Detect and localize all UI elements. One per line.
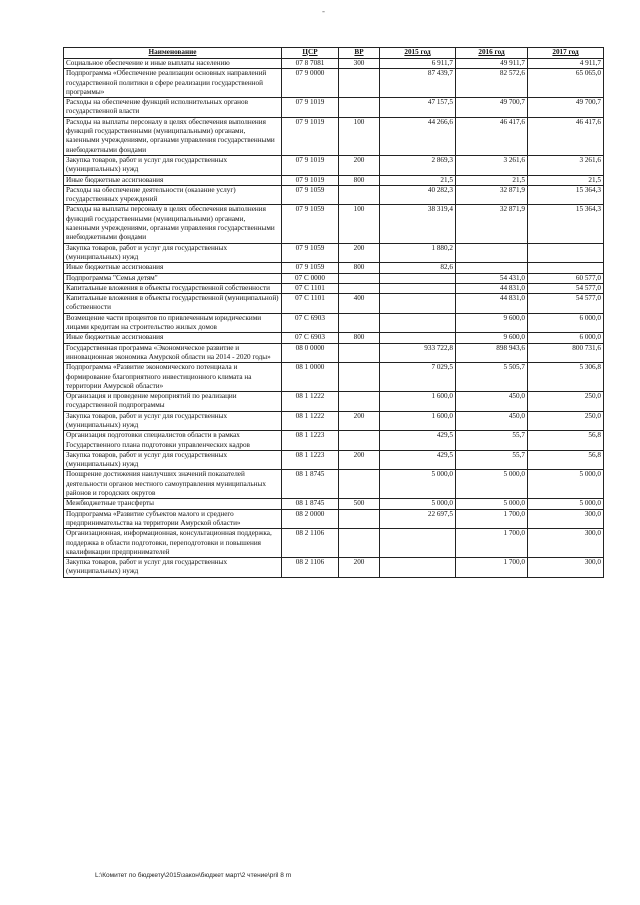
cell-name: Расходы на обеспечение деятельности (оказание услуг) государственных учреждений <box>64 185 282 205</box>
cell-name: Иные бюджетные ассигнования <box>64 175 282 185</box>
cell-vr <box>339 529 380 558</box>
cell-csr: 07 С 1101 <box>282 294 339 314</box>
cell-y2015: 44 266,6 <box>380 117 456 155</box>
cell-vr: 300 <box>339 59 380 69</box>
cell-y2016: 9 600,0 <box>456 313 528 333</box>
table-header-row <box>64 48 604 59</box>
cell-csr: 07 С 6903 <box>282 313 339 333</box>
cell-vr: 800 <box>339 263 380 273</box>
cell-csr: 07 9 1059 <box>282 205 339 243</box>
cell-y2017: 3 261,6 <box>528 155 604 175</box>
cell-y2015: 38 319,4 <box>380 205 456 243</box>
cell-y2015 <box>380 529 456 558</box>
table-row <box>64 499 604 509</box>
cell-vr: 800 <box>339 175 380 185</box>
cell-name: Организация и проведение мероприятий по реализации государственной подпрограммы <box>64 392 282 412</box>
cell-y2016: 46 417,6 <box>456 117 528 155</box>
cell-y2015: 40 282,3 <box>380 185 456 205</box>
cell-name: Поощрение достижения наилучших значений показателей деятельности органов местного самоуправления муниципальных районов и городских округов <box>64 470 282 499</box>
cell-y2015: 429,5 <box>380 431 456 451</box>
cell-y2016: 450,0 <box>456 392 528 412</box>
table-row <box>64 69 604 98</box>
cell-vr <box>339 431 380 451</box>
cell-vr <box>339 98 380 118</box>
cell-vr <box>339 509 380 529</box>
cell-y2017: 250,0 <box>528 392 604 412</box>
cell-csr: 07 9 1019 <box>282 98 339 118</box>
cell-y2015: 6 911,7 <box>380 59 456 69</box>
cell-y2017: 54 577,0 <box>528 294 604 314</box>
cell-y2015: 87 439,7 <box>380 69 456 98</box>
cell-y2017: 6 000,0 <box>528 333 604 343</box>
table-row <box>64 558 604 578</box>
cell-csr: 07 9 0000 <box>282 69 339 98</box>
cell-name: Закупка товаров, работ и услуг для государственных (муниципальных) нужд <box>64 558 282 578</box>
cell-y2016: 898 943,6 <box>456 343 528 363</box>
cell-y2015: 2 869,3 <box>380 155 456 175</box>
table-row <box>64 263 604 273</box>
cell-csr: 07 9 1059 <box>282 243 339 263</box>
table-body <box>64 59 604 578</box>
table-row <box>64 155 604 175</box>
table-row <box>64 333 604 343</box>
cell-vr: 200 <box>339 243 380 263</box>
cell-csr: 08 1 8745 <box>282 499 339 509</box>
cell-y2016: 44 831,0 <box>456 283 528 293</box>
cell-y2016 <box>456 243 528 263</box>
cell-y2016: 450,0 <box>456 411 528 431</box>
cell-csr: 08 1 1223 <box>282 450 339 470</box>
table-row <box>64 363 604 392</box>
cell-vr <box>339 185 380 205</box>
table-row <box>64 243 604 263</box>
cell-y2016: 1 700,0 <box>456 509 528 529</box>
cell-csr: 08 2 1106 <box>282 529 339 558</box>
cell-y2017: 49 700,7 <box>528 98 604 118</box>
cell-y2017: 65 065,0 <box>528 69 604 98</box>
cell-csr: 08 1 1222 <box>282 411 339 431</box>
table-row <box>64 98 604 118</box>
cell-name: Подпрограмма "Семья детям" <box>64 273 282 283</box>
cell-csr: 08 2 1106 <box>282 558 339 578</box>
cell-csr: 07 С 6903 <box>282 333 339 343</box>
cell-y2017: 6 000,0 <box>528 313 604 333</box>
cell-vr: 200 <box>339 450 380 470</box>
cell-y2016: 3 261,6 <box>456 155 528 175</box>
header-name: Наименование <box>64 48 282 59</box>
cell-vr <box>339 273 380 283</box>
cell-y2016: 21,5 <box>456 175 528 185</box>
cell-y2016: 5 000,0 <box>456 499 528 509</box>
cell-y2016: 55,7 <box>456 431 528 451</box>
cell-y2017: 15 364,3 <box>528 205 604 243</box>
table-row <box>64 117 604 155</box>
cell-name: Возмещение части процентов по привлеченным юридическими лицами кредитам на строительство жилых домов <box>64 313 282 333</box>
cell-y2016: 1 700,0 <box>456 558 528 578</box>
budget-table <box>63 47 604 578</box>
cell-y2015 <box>380 294 456 314</box>
table-row <box>64 431 604 451</box>
budget-table-container <box>63 47 603 578</box>
cell-vr <box>339 470 380 499</box>
cell-y2015: 47 157,5 <box>380 98 456 118</box>
cell-y2017: 15 364,3 <box>528 185 604 205</box>
cell-csr: 08 0 0000 <box>282 343 339 363</box>
cell-y2016: 55,7 <box>456 450 528 470</box>
table-row <box>64 294 604 314</box>
cell-name: Расходы на выплаты персоналу в целях обеспечения выполнения функций государственными (муниципальными) органами, казенными учреждениями, органами управления государственными внебюджетными фондами <box>64 117 282 155</box>
table-row <box>64 343 604 363</box>
cell-name: Подпрограмма «Обеспечение реализации основных направлений государственной политики в сфере реализации государственной программы» <box>64 69 282 98</box>
table-row <box>64 175 604 185</box>
cell-y2017 <box>528 263 604 273</box>
cell-vr <box>339 313 380 333</box>
cell-y2015: 933 722,8 <box>380 343 456 363</box>
table-row <box>64 313 604 333</box>
cell-y2016: 9 600,0 <box>456 333 528 343</box>
cell-y2016 <box>456 263 528 273</box>
table-row <box>64 273 604 283</box>
cell-y2016: 1 700,0 <box>456 529 528 558</box>
cell-name: Межбюджетные трансферты <box>64 499 282 509</box>
cell-name: Государственная программа «Экономическое развитие и инновационная экономика Амурской области на 2014 - 2020 годы» <box>64 343 282 363</box>
cell-y2015: 22 697,5 <box>380 509 456 529</box>
cell-y2015 <box>380 333 456 343</box>
cell-y2015: 1 600,0 <box>380 392 456 412</box>
cell-csr: 07 8 7081 <box>282 59 339 69</box>
cell-name: Иные бюджетные ассигнования <box>64 333 282 343</box>
cell-csr: 08 1 1223 <box>282 431 339 451</box>
top-mark: - <box>322 6 325 16</box>
cell-y2017: 300,0 <box>528 509 604 529</box>
cell-y2015 <box>380 283 456 293</box>
cell-y2016: 82 572,6 <box>456 69 528 98</box>
table-row <box>64 205 604 243</box>
cell-y2017: 56,8 <box>528 431 604 451</box>
cell-csr: 08 1 0000 <box>282 363 339 392</box>
cell-name: Организационная, информационная, консультационная поддержка, поддержка в области подготовки, переподготовки и повышения квалификации предпринимателей <box>64 529 282 558</box>
cell-y2017: 46 417,6 <box>528 117 604 155</box>
cell-name: Закупка товаров, работ и услуг для государственных (муниципальных) нужд <box>64 411 282 431</box>
cell-vr: 200 <box>339 558 380 578</box>
table-row <box>64 411 604 431</box>
cell-name: Подпрограмма «Развитие субъектов малого и среднего предпринимательства на территории Амурской области» <box>64 509 282 529</box>
cell-y2015: 82,6 <box>380 263 456 273</box>
cell-y2015: 429,5 <box>380 450 456 470</box>
cell-y2016: 44 831,0 <box>456 294 528 314</box>
cell-y2015 <box>380 313 456 333</box>
cell-csr: 08 1 8745 <box>282 470 339 499</box>
cell-y2016: 5 505,7 <box>456 363 528 392</box>
cell-y2016: 32 871,9 <box>456 205 528 243</box>
cell-vr <box>339 343 380 363</box>
cell-y2017: 250,0 <box>528 411 604 431</box>
cell-y2017: 60 577,0 <box>528 273 604 283</box>
cell-csr: 08 2 0000 <box>282 509 339 529</box>
cell-vr: 200 <box>339 155 380 175</box>
header-2017: 2017 год <box>528 48 604 59</box>
cell-y2017: 800 731,6 <box>528 343 604 363</box>
cell-name: Закупка товаров, работ и услуг для государственных (муниципальных) нужд <box>64 243 282 263</box>
cell-csr: 07 9 1019 <box>282 117 339 155</box>
file-path-footer: L:\Комитет по бюджету\2015\закон\бюджет март\2 чтение\pril 8 rn <box>95 872 292 879</box>
cell-y2015: 5 000,0 <box>380 470 456 499</box>
cell-y2015 <box>380 558 456 578</box>
cell-y2016: 54 431,0 <box>456 273 528 283</box>
cell-y2017: 5 000,0 <box>528 499 604 509</box>
cell-y2017: 300,0 <box>528 558 604 578</box>
cell-csr: 07 9 1019 <box>282 175 339 185</box>
header-2015: 2015 год <box>380 48 456 59</box>
cell-vr: 400 <box>339 294 380 314</box>
cell-y2017: 56,8 <box>528 450 604 470</box>
cell-y2015: 7 029,5 <box>380 363 456 392</box>
cell-y2017 <box>528 243 604 263</box>
cell-name: Капитальные вложения в объекты государственной (муниципальной) собственности <box>64 294 282 314</box>
cell-y2016: 49 700,7 <box>456 98 528 118</box>
cell-csr: 08 1 1222 <box>282 392 339 412</box>
cell-vr: 500 <box>339 499 380 509</box>
cell-name: Капитальные вложения в объекты государственной собственности <box>64 283 282 293</box>
cell-name: Расходы на обеспечение функций исполнительных органов государственной власти <box>64 98 282 118</box>
cell-name: Социальное обеспечение и иные выплаты населению <box>64 59 282 69</box>
cell-y2016: 32 871,9 <box>456 185 528 205</box>
cell-name: Подпрограмма «Развитие экономического потенциала и формирование благоприятного инвестиционного климата на территории Амурской области» <box>64 363 282 392</box>
cell-y2016: 49 911,7 <box>456 59 528 69</box>
cell-y2017: 300,0 <box>528 529 604 558</box>
cell-y2015: 21,5 <box>380 175 456 185</box>
header-csr: ЦСР <box>282 48 339 59</box>
cell-y2017: 21,5 <box>528 175 604 185</box>
cell-y2016: 5 000,0 <box>456 470 528 499</box>
cell-y2015: 1 600,0 <box>380 411 456 431</box>
header-vr: ВР <box>339 48 380 59</box>
cell-csr: 07 9 1019 <box>282 155 339 175</box>
cell-csr: 07 С 0000 <box>282 273 339 283</box>
cell-vr <box>339 392 380 412</box>
cell-vr <box>339 363 380 392</box>
cell-y2017: 54 577,0 <box>528 283 604 293</box>
header-2016: 2016 год <box>456 48 528 59</box>
cell-csr: 07 9 1059 <box>282 185 339 205</box>
table-row <box>64 392 604 412</box>
cell-vr <box>339 69 380 98</box>
cell-y2015: 1 880,2 <box>380 243 456 263</box>
cell-vr <box>339 283 380 293</box>
table-row <box>64 185 604 205</box>
cell-y2017: 5 306,8 <box>528 363 604 392</box>
table-row <box>64 450 604 470</box>
cell-vr: 200 <box>339 411 380 431</box>
cell-name: Закупка товаров, работ и услуг для государственных (муниципальных) нужд <box>64 155 282 175</box>
table-row <box>64 529 604 558</box>
table-row <box>64 509 604 529</box>
cell-name: Иные бюджетные ассигнования <box>64 263 282 273</box>
cell-name: Закупка товаров, работ и услуг для государственных (муниципальных) нужд <box>64 450 282 470</box>
table-row <box>64 470 604 499</box>
cell-name: Организация подготовки специалистов области в рамках Государственного плана подготовки управленческих кадров <box>64 431 282 451</box>
cell-y2017: 4 911,7 <box>528 59 604 69</box>
cell-vr: 800 <box>339 333 380 343</box>
cell-csr: 07 9 1059 <box>282 263 339 273</box>
cell-vr: 100 <box>339 117 380 155</box>
cell-y2017: 5 000,0 <box>528 470 604 499</box>
cell-y2015 <box>380 273 456 283</box>
cell-name: Расходы на выплаты персоналу в целях обеспечения выполнения функций государственными (муниципальными) органами, казенными учреждениями, органами управления государственными внебюджетными фондами <box>64 205 282 243</box>
cell-vr: 100 <box>339 205 380 243</box>
table-row <box>64 59 604 69</box>
cell-csr: 07 С 1101 <box>282 283 339 293</box>
table-row <box>64 283 604 293</box>
cell-y2015: 5 000,0 <box>380 499 456 509</box>
